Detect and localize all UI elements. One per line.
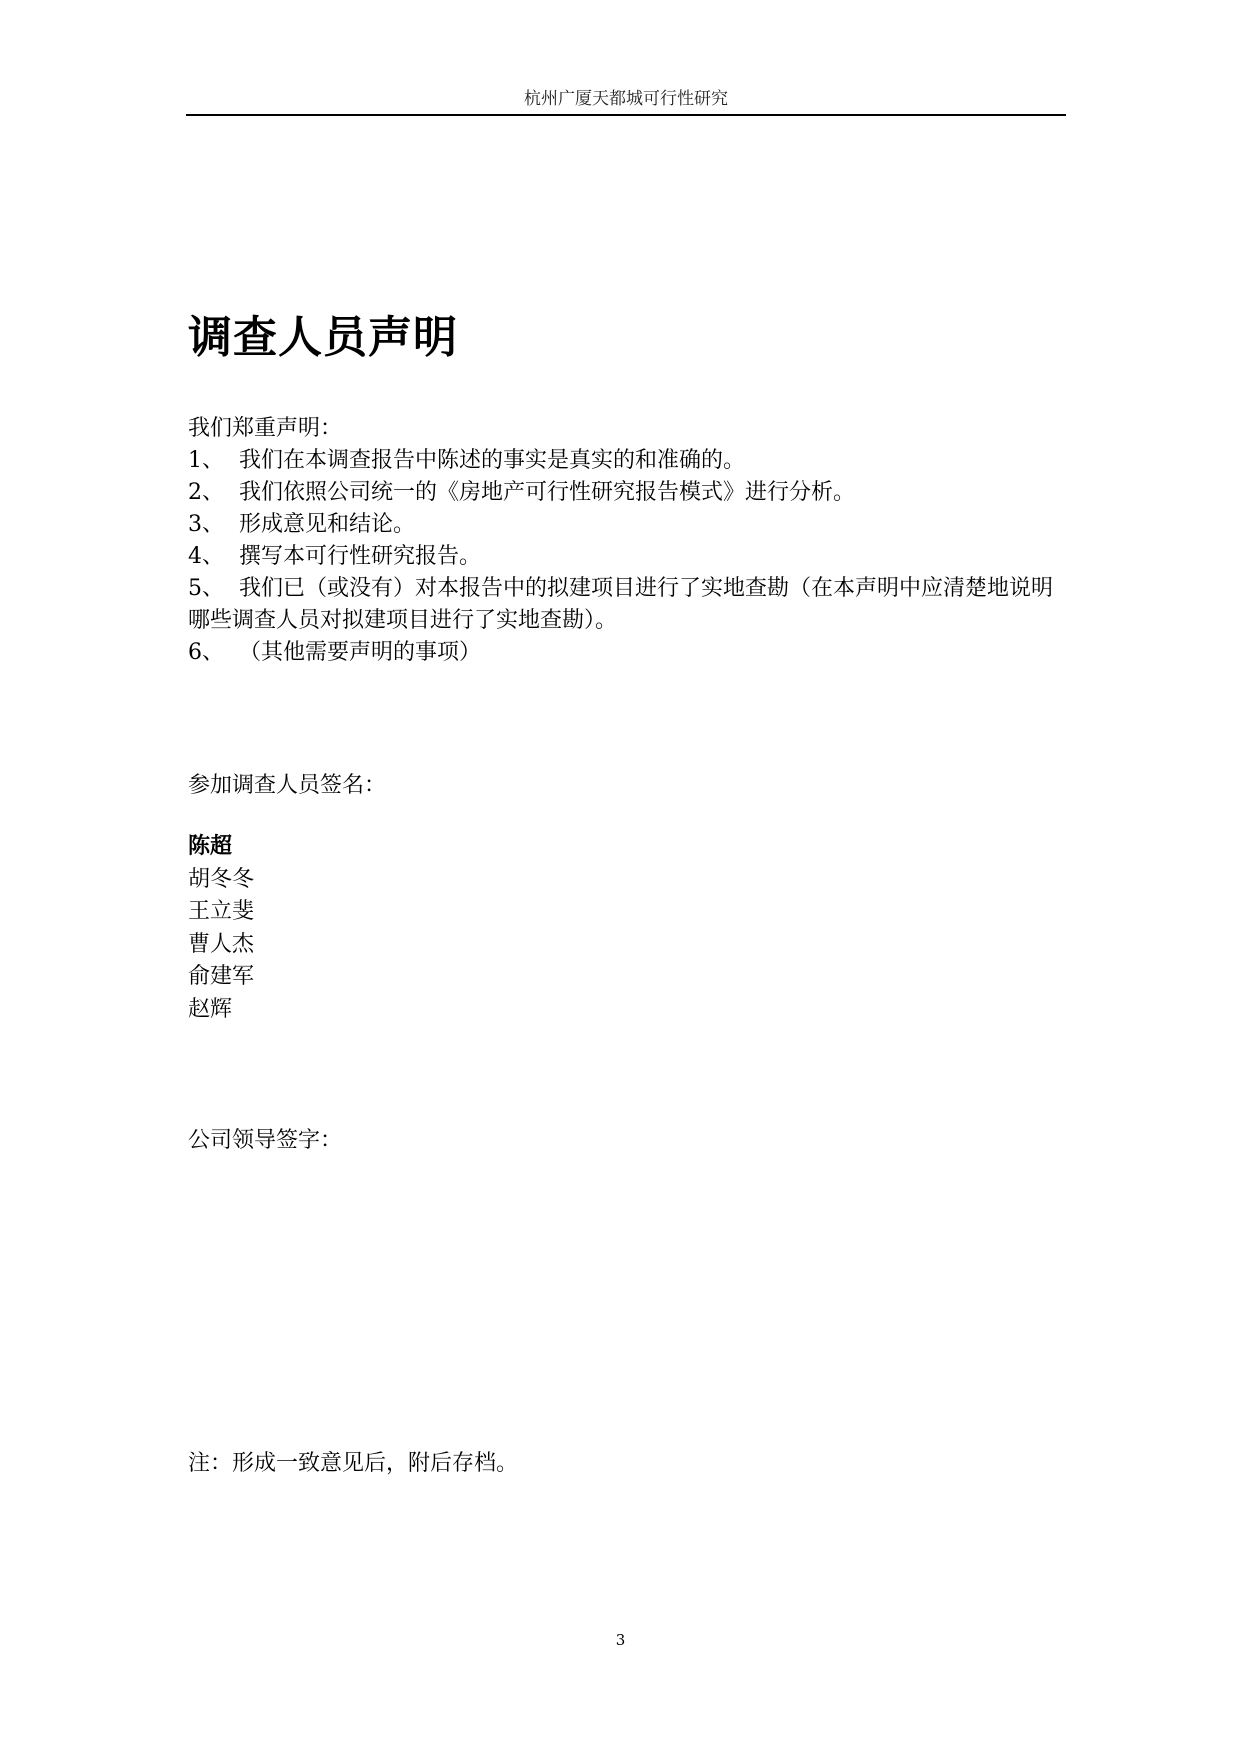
- statement-text: 撰写本可行性研究报告。: [239, 544, 482, 569]
- page-number: 3: [615, 1631, 626, 1649]
- investigator-list: [188, 831, 254, 1026]
- page-title: 调查人员声明: [188, 312, 458, 363]
- statement-number: 2、: [188, 480, 224, 505]
- statement-number: 1、: [188, 448, 224, 473]
- declaration-intro: 我们郑重声明：: [188, 416, 343, 441]
- statement-text: 我们依照公司统一的《房地产可行性研究报告模式》进行分析。: [239, 480, 856, 505]
- investigator-name: 陈超: [188, 834, 233, 859]
- statement-item: [188, 573, 1068, 637]
- statement-text: 我们已（或没有）对本报告中的拟建项目进行了实地查勘（在本声明中应清楚地说明哪些调查人员对拟建项目进行了实地查勘）。: [188, 576, 1054, 633]
- investigator-name: 王立斐: [188, 899, 255, 924]
- statement-number: 5、: [188, 576, 224, 601]
- statement-text: （其他需要声明的事项）: [239, 640, 482, 665]
- investigator-signature-label: 参加调查人员签名：: [188, 773, 387, 798]
- declaration-body: [188, 413, 1068, 669]
- investigator-name: 曹人杰: [188, 931, 255, 957]
- statement-item: [188, 477, 1068, 509]
- statement-item: [188, 541, 1068, 573]
- statement-number: 4、: [188, 544, 224, 569]
- running-header: 杭州广厦天都城可行性研究: [524, 89, 728, 109]
- investigator-name: 俞建军: [188, 964, 255, 989]
- statement-text: 形成意见和结论。: [239, 512, 416, 537]
- statement-item: [188, 445, 1068, 477]
- statement-item: [188, 509, 1068, 541]
- statement-number: 6、: [188, 640, 224, 665]
- leader-signature-label: 公司领导签字：: [188, 1128, 343, 1153]
- investigator-name: 胡冬冬: [188, 866, 255, 892]
- statement-text: 我们在本调查报告中陈述的事实是真实的和准确的。: [239, 448, 746, 473]
- statement-item: [188, 637, 1068, 669]
- archive-note: 注：形成一致意见后，附后存档。: [188, 1451, 519, 1476]
- header-rule: [186, 114, 1066, 116]
- statement-number: 3、: [188, 512, 224, 537]
- investigator-name: 赵辉: [188, 996, 233, 1022]
